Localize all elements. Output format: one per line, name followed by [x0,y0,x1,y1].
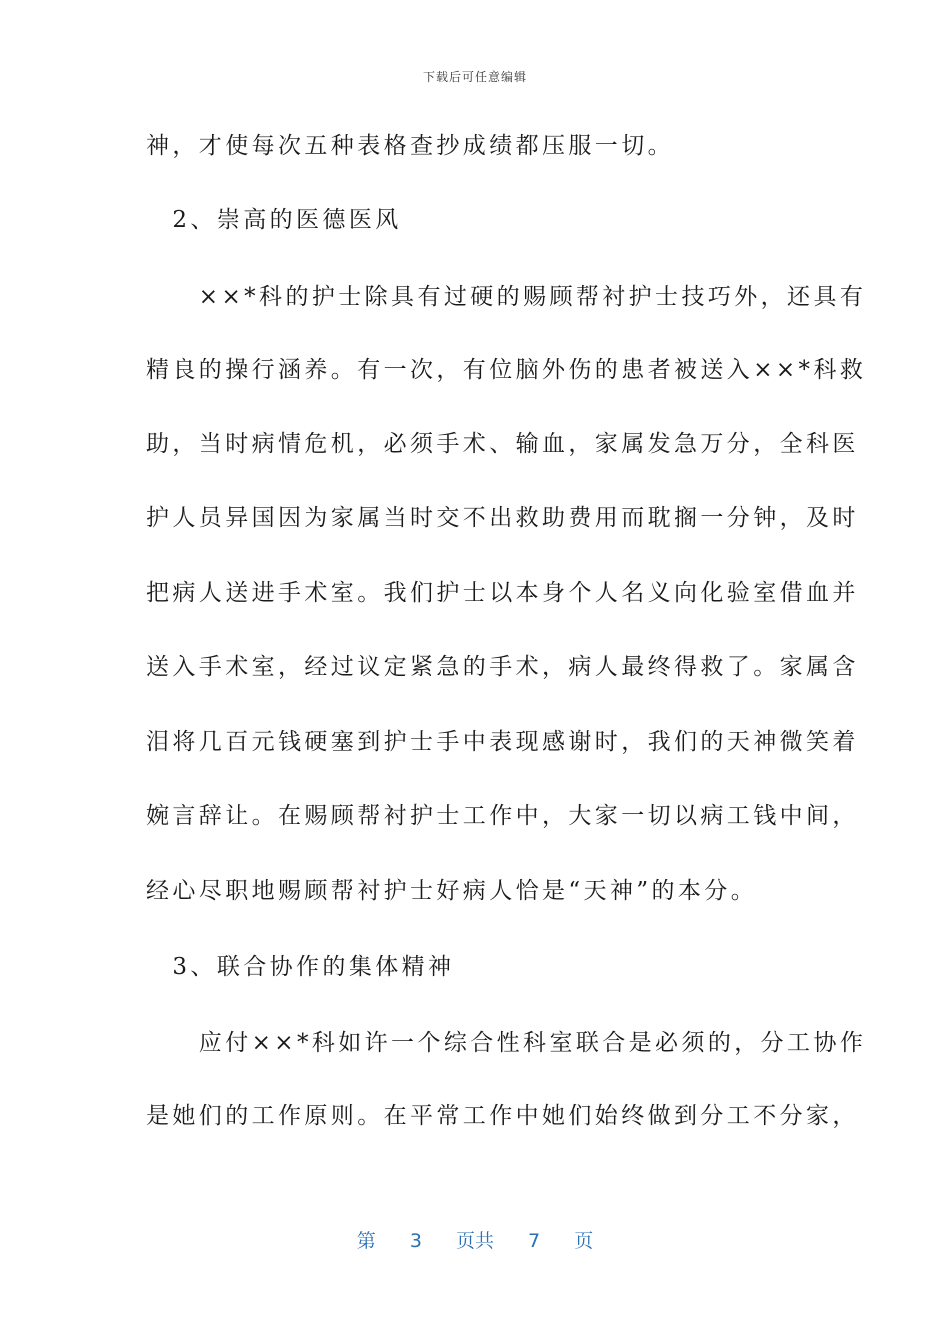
section-heading: 3、联合协作的集体精神 [146,954,455,980]
page-footer [0,1226,950,1253]
current-page-number: 3 [409,1230,422,1252]
paragraph-line: 泪将几百元钱硬塞到护士手中表现感谢时，我们的天神微笑着 [146,729,859,755]
paragraph-line: 送入手术室，经过议定紧急的手术，病人最终得救了。家属含 [146,654,859,680]
paragraph-line: 应付××*科如许一个综合性科室联合是必须的，分工协作 [146,1030,867,1056]
paragraph-line: 把病人送进手术室。我们护士以本身个人名义向化验室借血并 [146,580,859,606]
paragraph-line: ××*科的护士除具有过硬的赐顾帮衬护士技巧外，还具有 [146,284,867,310]
paragraph-line: 神，才使每次五种表格查抄成绩都压服一切。 [146,133,674,159]
paragraph-line: 助，当时病情危机，必须手术、输血，家属发急万分，全科医 [146,431,859,457]
section-heading: 2、崇高的医德医风 [146,207,402,233]
paragraph-line: 是她们的工作原则。在平常工作中她们始终做到分工不分家， [146,1103,859,1129]
paragraph-line: 精良的操行涵养。有一次，有位脑外伤的患者被送入××*科救 [146,357,867,383]
footer-prefix: 第 [356,1230,376,1252]
paragraph-line: 护人员异国因为家属当时交不出救助费用而耽搁一分钟，及时 [146,505,859,531]
page-header: 下载后可任意编辑 [422,70,527,84]
paragraph-line: 婉言辞让。在赐顾帮衬护士工作中，大家一切以病工钱中间， [146,803,859,829]
paragraph-line: 经心尽职地赐顾帮衬护士好病人恰是“天神”的本分。 [146,878,758,904]
footer-suffix: 页 [574,1230,594,1252]
footer-middle: 页共 [455,1230,494,1252]
total-page-count: 7 [528,1230,541,1252]
